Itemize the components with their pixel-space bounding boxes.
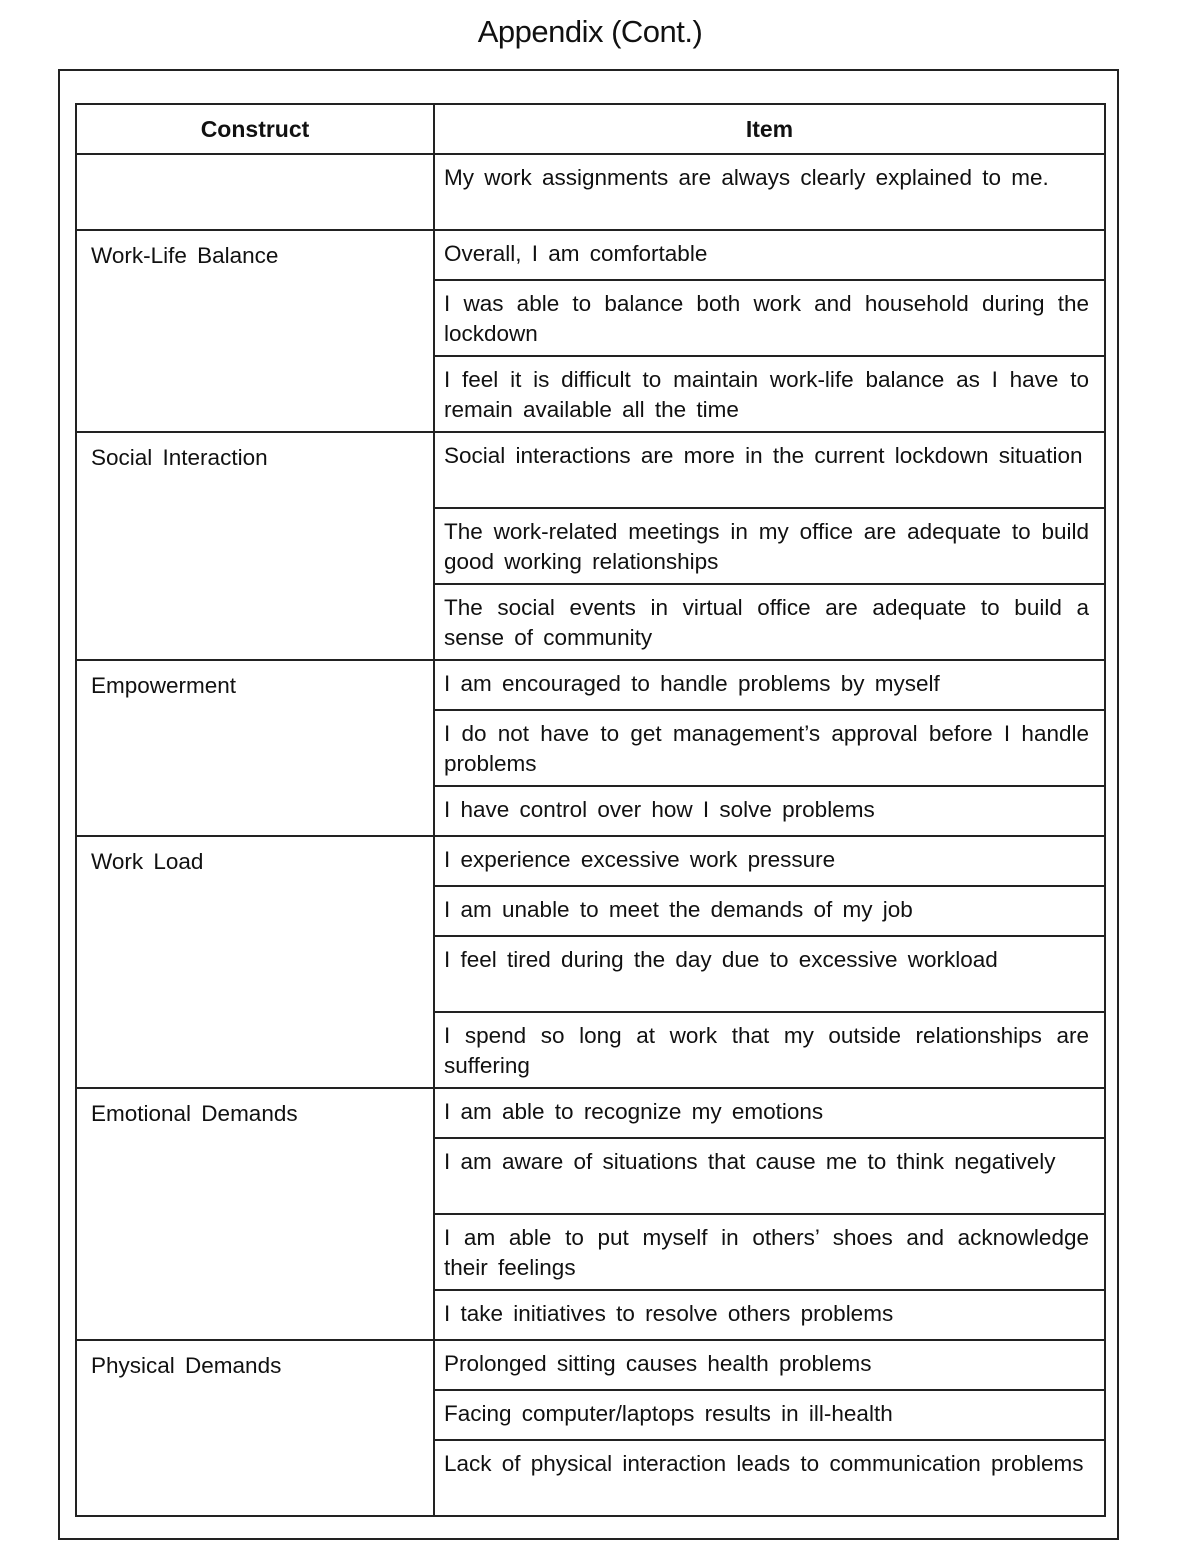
construct-cell: Work-Life Balance bbox=[76, 230, 434, 432]
item-cell: My work assignments are always clearly explained to me. bbox=[434, 154, 1105, 230]
item-cell: I take initiatives to resolve others problems bbox=[434, 1290, 1105, 1340]
item-cell: I am unable to meet the demands of my job bbox=[434, 886, 1105, 936]
item-cell: Lack of physical interaction leads to communication problems bbox=[434, 1440, 1105, 1516]
item-cell: I am able to put myself in others’ shoes and acknowledge their feelings bbox=[434, 1214, 1105, 1290]
table-row bbox=[76, 432, 1105, 508]
header-row bbox=[76, 104, 1105, 154]
construct-cell: Empowerment bbox=[76, 660, 434, 836]
table-row bbox=[76, 230, 1105, 280]
header-construct: Construct bbox=[76, 104, 434, 154]
construct-cell: Work Load bbox=[76, 836, 434, 1088]
item-cell: Prolonged sitting causes health problems bbox=[434, 1340, 1105, 1390]
item-cell: I have control over how I solve problems bbox=[434, 786, 1105, 836]
construct-cell: Social Interaction bbox=[76, 432, 434, 660]
appendix-table bbox=[75, 103, 1106, 1517]
table-body bbox=[76, 154, 1105, 1516]
item-cell: The work-related meetings in my office are adequate to build good working relationships bbox=[434, 508, 1105, 584]
item-cell: Facing computer/laptops results in ill-health bbox=[434, 1390, 1105, 1440]
item-cell: I am aware of situations that cause me to think negatively bbox=[434, 1138, 1105, 1214]
table-row bbox=[76, 154, 1105, 230]
item-cell: I feel tired during the day due to excessive workload bbox=[434, 936, 1105, 1012]
item-cell: I am encouraged to handle problems by myself bbox=[434, 660, 1105, 710]
item-cell: Overall, I am comfortable bbox=[434, 230, 1105, 280]
construct-cell bbox=[76, 154, 434, 230]
item-cell: I was able to balance both work and household during the lockdown bbox=[434, 280, 1105, 356]
item-cell: I do not have to get management’s approval before I handle problems bbox=[434, 710, 1105, 786]
construct-cell: Emotional Demands bbox=[76, 1088, 434, 1340]
item-cell: The social events in virtual office are adequate to build a sense of community bbox=[434, 584, 1105, 660]
item-cell: I spend so long at work that my outside relationships are suffering bbox=[434, 1012, 1105, 1088]
table-row bbox=[76, 1088, 1105, 1138]
item-cell: I am able to recognize my emotions bbox=[434, 1088, 1105, 1138]
item-cell: I feel it is difficult to maintain work-life balance as I have to remain available all the time bbox=[434, 356, 1105, 432]
table-row bbox=[76, 836, 1105, 886]
header-item: Item bbox=[434, 104, 1105, 154]
construct-cell: Physical Demands bbox=[76, 1340, 434, 1516]
item-cell: I experience excessive work pressure bbox=[434, 836, 1105, 886]
item-cell: Social interactions are more in the current lockdown situation bbox=[434, 432, 1105, 508]
page-title: Appendix (Cont.) bbox=[477, 14, 703, 49]
table-row bbox=[76, 1340, 1105, 1390]
table-row bbox=[76, 660, 1105, 710]
